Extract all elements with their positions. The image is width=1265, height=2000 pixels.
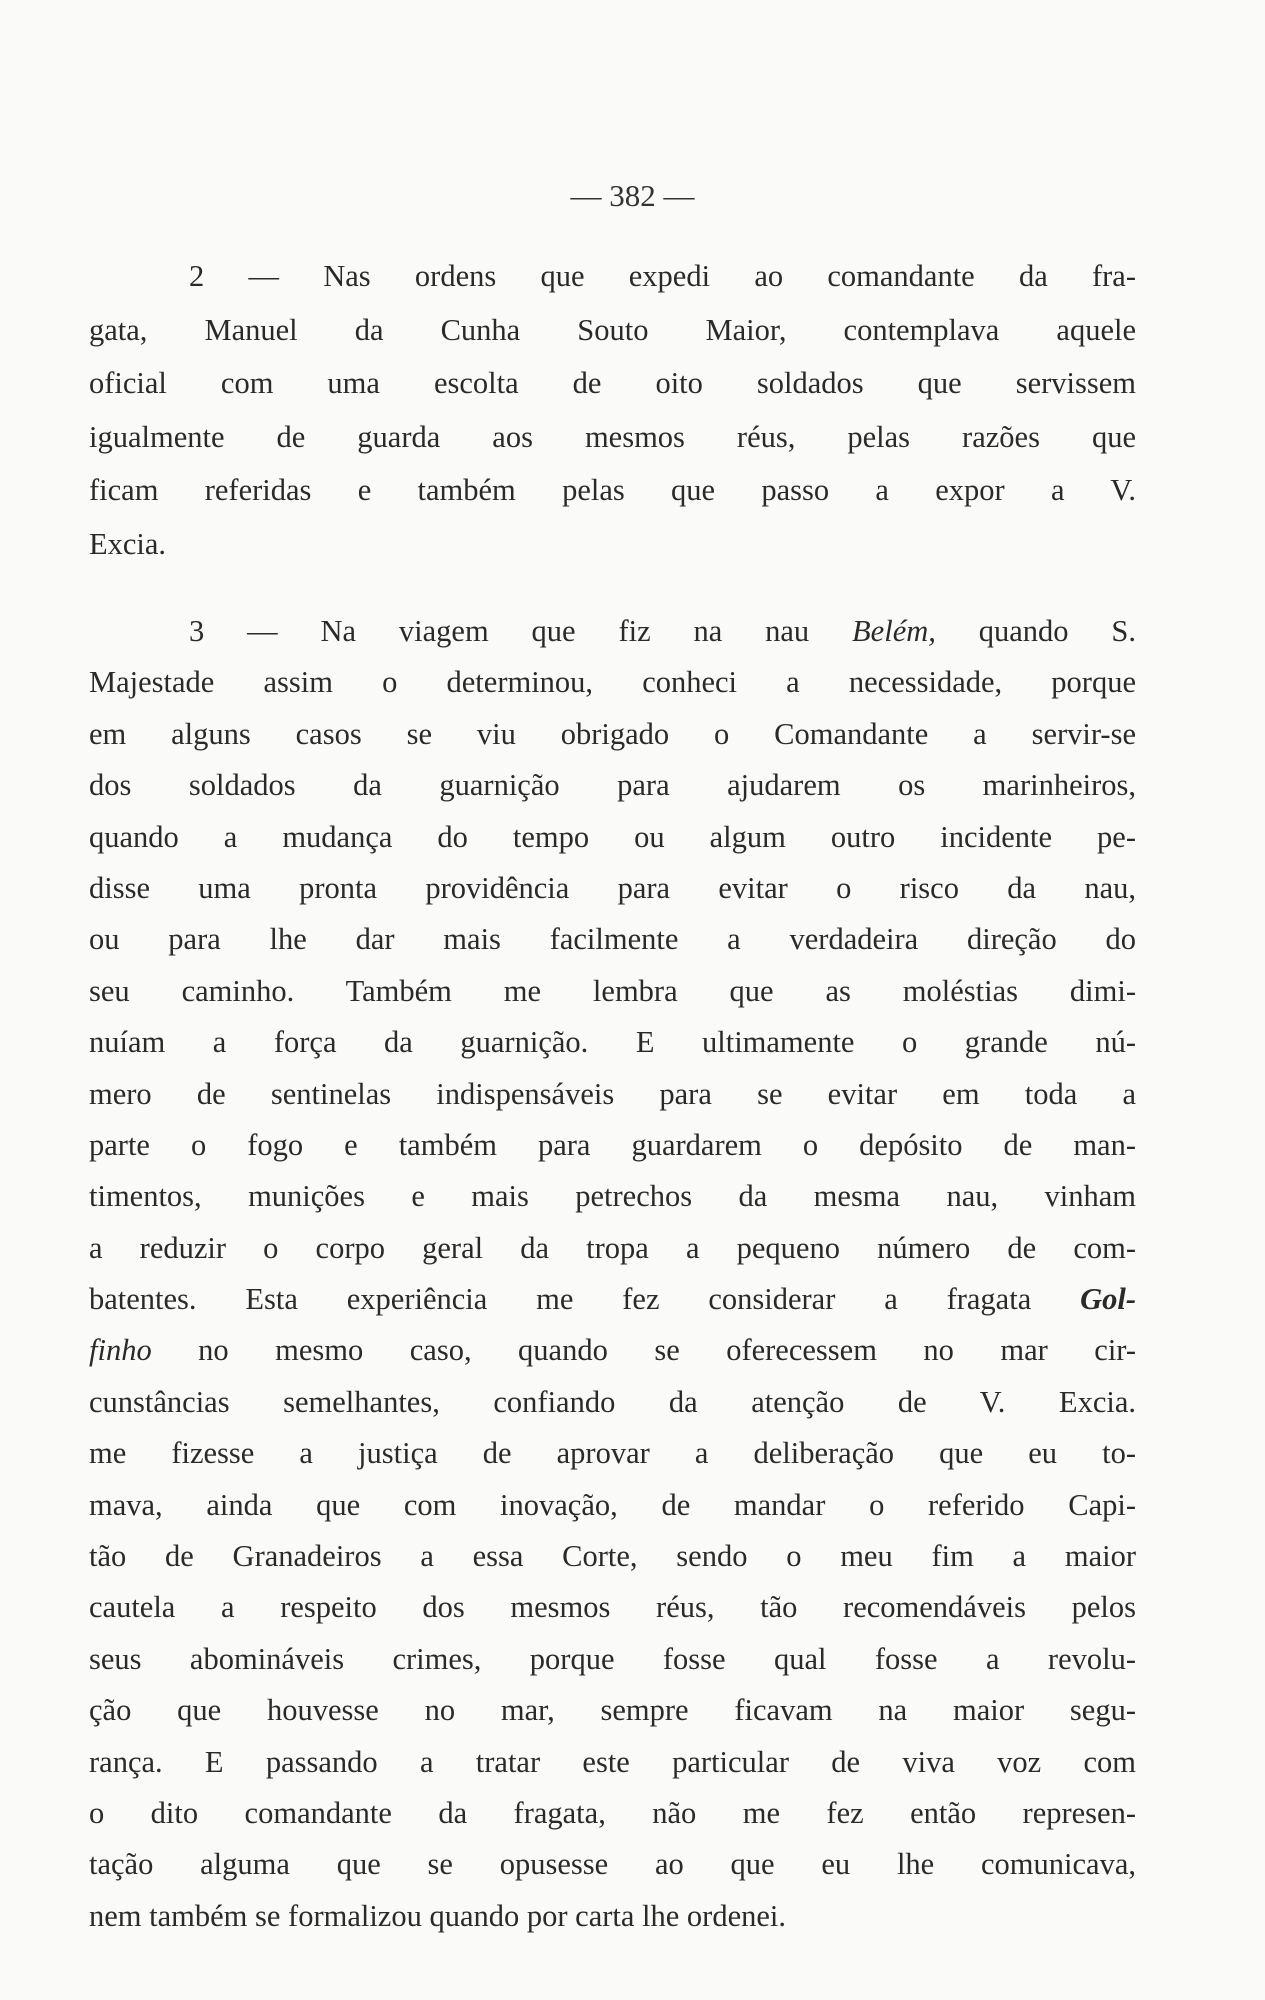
- text-segment: oficial com uma escolta de oito soldados que servissem: [89, 366, 1136, 400]
- text-segment: nuíam a força da guarnição. E ultimamente o grande nú-: [89, 1025, 1136, 1060]
- text-line: [89, 1634, 1136, 1685]
- text-segment: o dito comandante da fragata, não me fez então represen-: [89, 1795, 1136, 1830]
- text-segment: ficam referidas e também pelas que passo a expor a V.: [89, 473, 1136, 507]
- page-number: — 382 —: [570, 178, 695, 213]
- text-segment: ção que houvesse no mar, sempre ficavam na maior segu-: [89, 1693, 1136, 1728]
- text-line: [89, 357, 1136, 411]
- text-segment: 3 — Na viagem que fiz na nau: [189, 614, 853, 648]
- emphasized-text: Belém,: [852, 614, 936, 648]
- text-segment: batentes. Esta experiência me fez considerar a fragata: [89, 1282, 1081, 1317]
- text-line: [89, 709, 1136, 760]
- text-segment: parte o fogo e também para guardarem o depósito de man-: [89, 1127, 1136, 1162]
- text-segment: quando S.: [935, 614, 1136, 648]
- text-segment: disse uma pronta providência para evitar o risco da nau,: [89, 870, 1136, 905]
- text-line: [89, 1428, 1136, 1479]
- text-line: [89, 812, 1136, 863]
- text-line: [89, 1377, 1136, 1428]
- text-line: [89, 966, 1136, 1017]
- text-line: [89, 1171, 1136, 1222]
- text-segment: tação alguma que se opusesse ao que eu lhe comunicava,: [89, 1847, 1136, 1882]
- text-line: [89, 1325, 1136, 1376]
- text-line: [89, 1017, 1136, 1068]
- text-line: [89, 1069, 1136, 1120]
- text-segment: cautela a respeito dos mesmos réus, tão recomendáveis pelos: [89, 1590, 1136, 1625]
- text-line: [89, 1274, 1136, 1325]
- text-line: [89, 1531, 1136, 1582]
- text-line: [89, 1737, 1136, 1788]
- text-segment: igualmente de guarda aos mesmos réus, pelas razões que: [89, 419, 1136, 454]
- text-segment: seus abomináveis crimes, porque fosse qual fosse a revolu-: [89, 1641, 1136, 1676]
- text-line: [89, 411, 1136, 465]
- paragraph-2: [89, 250, 1136, 571]
- text-segment: Majestade assim o determinou, conheci a necessidade, porque: [89, 665, 1136, 700]
- text-segment: 2 — Nas ordens que expedi ao comandante da fra-: [189, 259, 1136, 293]
- text-segment: ou para lhe dar mais facilmente a verdadeira direção do: [89, 922, 1136, 957]
- text-line: [89, 863, 1136, 914]
- text-line: [89, 1120, 1136, 1171]
- emphasized-text: Gol-: [1080, 1282, 1136, 1317]
- text-segment: timentos, munições e mais petrechos da mesma nau, vinham: [89, 1179, 1136, 1214]
- text-segment: a reduzir o corpo geral da tropa a pequeno número de com-: [89, 1230, 1136, 1265]
- text-segment: nem também se formalizou quando por carta lhe ordenei.: [89, 1898, 787, 1933]
- text-line: [89, 250, 1136, 304]
- text-line: [89, 1891, 1136, 1942]
- text-line: [89, 1685, 1136, 1736]
- text-segment: seu caminho. Também me lembra que as moléstias dimi-: [89, 973, 1136, 1008]
- text-segment: quando a mudança do tempo ou algum outro incidente pe-: [89, 819, 1136, 854]
- text-segment: mero de sentinelas indispensáveis para se evitar em toda a: [89, 1076, 1136, 1111]
- text-line: [89, 1788, 1136, 1839]
- text-segment: Excia.: [89, 526, 167, 561]
- text-line: [89, 760, 1136, 811]
- text-segment: me fizesse a justiça de aprovar a deliberação que eu to-: [89, 1436, 1136, 1471]
- text-line: [89, 1223, 1136, 1274]
- text-line: [89, 464, 1136, 518]
- text-segment: cunstâncias semelhantes, confiando da atenção de V. Excia.: [89, 1384, 1136, 1419]
- text-segment: tão de Granadeiros a essa Corte, sendo o meu fim a maior: [89, 1539, 1136, 1574]
- text-line: [89, 914, 1136, 965]
- text-line: [89, 518, 1136, 572]
- text-segment: gata, Manuel da Cunha Souto Maior, contemplava aquele: [89, 312, 1136, 347]
- text-line: [89, 304, 1136, 358]
- text-segment: rança. E passando a tratar este particular de viva voz com: [89, 1744, 1136, 1779]
- emphasized-text: finho: [89, 1333, 152, 1368]
- text-segment: no mesmo caso, quando se oferecessem no mar cir-: [151, 1333, 1136, 1368]
- text-segment: em alguns casos se viu obrigado o Comandante a servir-se: [89, 716, 1136, 751]
- text-line: [89, 657, 1136, 708]
- text-line: [89, 1582, 1136, 1633]
- text-line: [89, 606, 1136, 657]
- text-segment: dos soldados da guarnição para ajudarem os marinheiros,: [89, 768, 1136, 803]
- paragraph-3: [89, 606, 1136, 1942]
- text-line: [89, 1839, 1136, 1890]
- text-line: [89, 1480, 1136, 1531]
- text-segment: mava, ainda que com inovação, de mandar o referido Capi-: [89, 1487, 1136, 1522]
